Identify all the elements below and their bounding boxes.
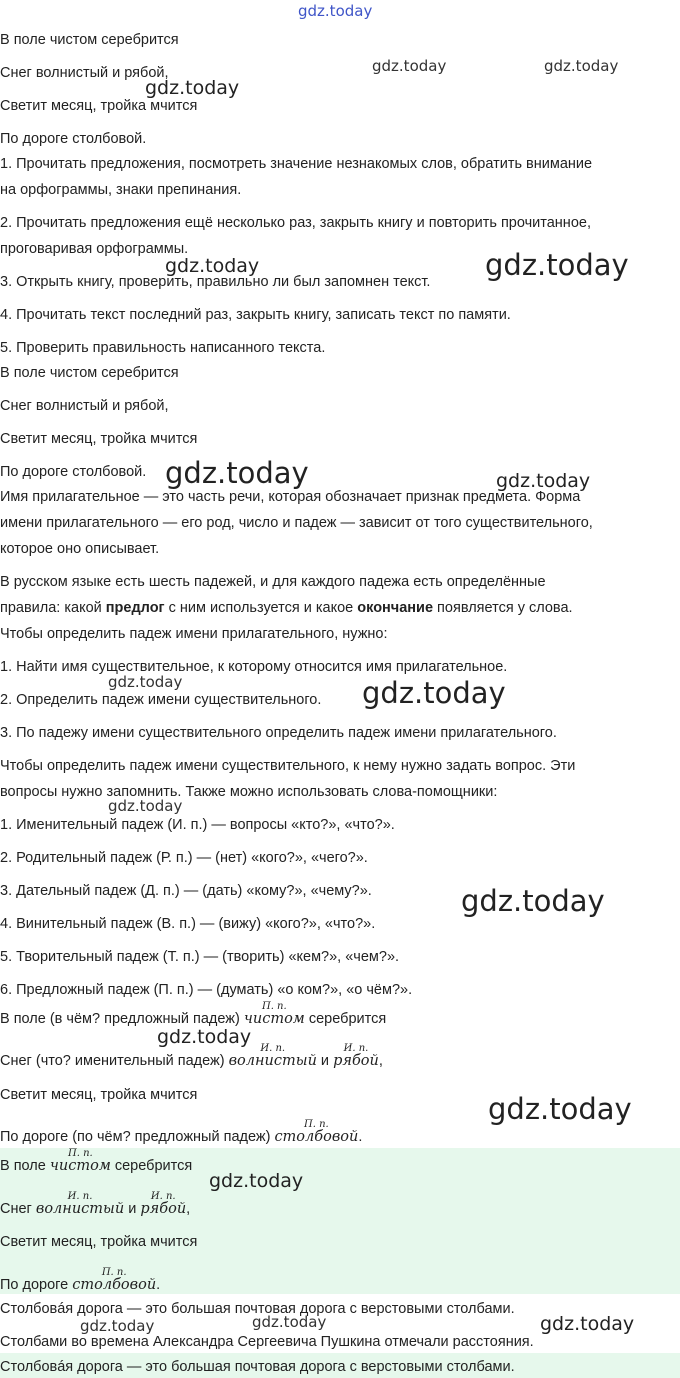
watermark: gdz.today [540, 1313, 635, 1335]
step-line: 1. Прочитать предложения, посмотреть значение незнакомых слов, обратить внимание [0, 156, 593, 172]
theory-line: Имя прилагательное — это часть речи, которая обозначает признак предмета. Форма [0, 489, 581, 505]
watermark: gdz.today [145, 77, 240, 99]
theory-line: правила: какой предлог с ним используется и какое окончание появляется у слова. [0, 600, 573, 616]
answer-line: Светит месяц, тройка мчится [0, 1234, 198, 1250]
annotated-word: И. п. волнистый [229, 1052, 317, 1071]
case-mark: П. п. [304, 1119, 329, 1130]
answer-line: В поле П. п. чистом серебрится [0, 1157, 192, 1176]
watermark: gdz.today [165, 255, 260, 277]
poem-line: По дороге столбовой. [0, 464, 147, 480]
watermark: gdz.today [544, 57, 619, 75]
annotated-word: И. п. рябой [333, 1052, 379, 1071]
poem-line: В поле чистом серебрится [0, 32, 179, 48]
annotated-word: П. п. чистом [244, 1010, 305, 1029]
case-mark: И. п. [343, 1043, 369, 1054]
watermark: gdz.today [461, 884, 605, 918]
annotated-word: П. п. столбовой [274, 1128, 358, 1147]
watermark: gdz.today [362, 676, 506, 710]
watermark: gdz.today [372, 57, 447, 75]
note-line: Столбовáя дорога — это большая почтовая дорога с верстовыми столбами. [0, 1301, 515, 1317]
step-line: на орфограммы, знаки препинания. [0, 182, 242, 198]
algo-line: 1. Найти имя существительное, к которому относится имя прилагательное. [0, 659, 508, 675]
case-line: 5. Творительный падеж (Т. п.) — (творить) «кем?», «чем?». [0, 949, 400, 965]
poem-line: По дороге столбовой. [0, 131, 147, 147]
annotated-word: И. п. волнистый [36, 1200, 124, 1219]
note-line: Столбами во времена Александра Сергеевича Пушкина отмечали расстояния. [0, 1334, 534, 1350]
watermark: gdz.today [488, 1092, 632, 1126]
analysis-line: По дороге (по чём? предложный падеж) П. п. столбовой. [0, 1128, 362, 1147]
case-line: 3. Дательный падеж (Д. п.) — (дать) «кому?», «чему?». [0, 883, 372, 899]
case-mark: П. п. [101, 1267, 127, 1278]
watermark: gdz.today [165, 456, 309, 490]
step-line: 3. Открыть книгу, проверить, правильно ли был запомнен текст. [0, 274, 431, 290]
case-line: 6. Предложный падеж (П. п.) — (думать) «о ком?», «о чём?». [0, 982, 413, 998]
poem-line: В поле чистом серебрится [0, 365, 179, 381]
poem-line: Снег волнистый и рябой, [0, 65, 169, 81]
watermark: gdz.today [298, 2, 373, 20]
case-mark: П. п. [67, 1148, 93, 1159]
annotated-word: П. п. столбовой [72, 1276, 156, 1295]
step-line: проговаривая орфограммы. [0, 241, 189, 257]
algo-line: 3. По падежу имени существительного определить падеж имени прилагательного. [0, 725, 557, 741]
watermark: gdz.today [252, 1313, 327, 1331]
case-line: 1. Именительный падеж (И. п.) — вопросы «кто?», «что?». [0, 817, 395, 833]
watermark: gdz.today [108, 797, 183, 815]
poem-line: Светит месяц, тройка мчится [0, 431, 198, 447]
annotated-word: И. п. рябой [140, 1200, 186, 1219]
watermark: gdz.today [209, 1170, 304, 1192]
theory-line: Чтобы определить падеж имени прилагательного, нужно: [0, 626, 388, 642]
case-mark: И. п. [260, 1043, 286, 1054]
watermark: gdz.today [157, 1026, 252, 1048]
case-mark: И. п. [150, 1191, 176, 1202]
annotated-word: П. п. чистом [50, 1157, 111, 1176]
case-mark: И. п. [67, 1191, 93, 1202]
poem-line: Снег волнистый и рябой, [0, 398, 169, 414]
case-line: 2. Родительный падеж (Р. п.) — (нет) «кого?», «чего?». [0, 850, 368, 866]
final-answer-line: Столбовáя дорога — это большая почтовая дорога с верстовыми столбами. [0, 1359, 515, 1375]
watermark: gdz.today [485, 248, 629, 282]
case-mark: П. п. [261, 1001, 287, 1012]
step-line: 2. Прочитать предложения ещё несколько раз, закрыть книгу и повторить прочитанное, [0, 215, 591, 231]
theory-line: Чтобы определить падеж имени существительного, к нему нужно задать вопрос. Эти [0, 758, 576, 774]
algo-line: 2. Определить падеж имени существительного. [0, 692, 322, 708]
theory-line: которое оно описывает. [0, 541, 160, 557]
answer-line: По дороге П. п. столбовой. [0, 1276, 160, 1295]
theory-line: имени прилагательного — его род, число и падеж — зависит от того существительного, [0, 515, 593, 531]
case-line: 4. Винительный падеж (В. п.) — (вижу) «кого?», «что?». [0, 916, 376, 932]
step-line: 4. Прочитать текст последний раз, закрыть книгу, записать текст по памяти. [0, 307, 511, 323]
bold-term: окончание [357, 600, 434, 616]
theory-line: вопросы нужно запомнить. Также можно использовать слова-помощники: [0, 784, 498, 800]
bold-term: предлог [105, 600, 165, 616]
watermark: gdz.today [80, 1317, 155, 1335]
analysis-line: Снег (что? именительный падеж) И. п. волнистый и И. п. рябой, [0, 1052, 383, 1071]
poem-line: Светит месяц, тройка мчится [0, 98, 198, 114]
watermark: gdz.today [108, 673, 183, 691]
analysis-line: Светит месяц, тройка мчится [0, 1087, 198, 1103]
watermark: gdz.today [496, 470, 591, 492]
analysis-line: В поле (в чём? предложный падеж) П. п. чистом серебрится [0, 1010, 386, 1029]
step-line: 5. Проверить правильность написанного текста. [0, 340, 326, 356]
theory-line: В русском языке есть шесть падежей, и для каждого падежа есть определённые [0, 574, 546, 590]
answer-line: Снег И. п. волнистый и И. п. рябой, [0, 1200, 190, 1219]
